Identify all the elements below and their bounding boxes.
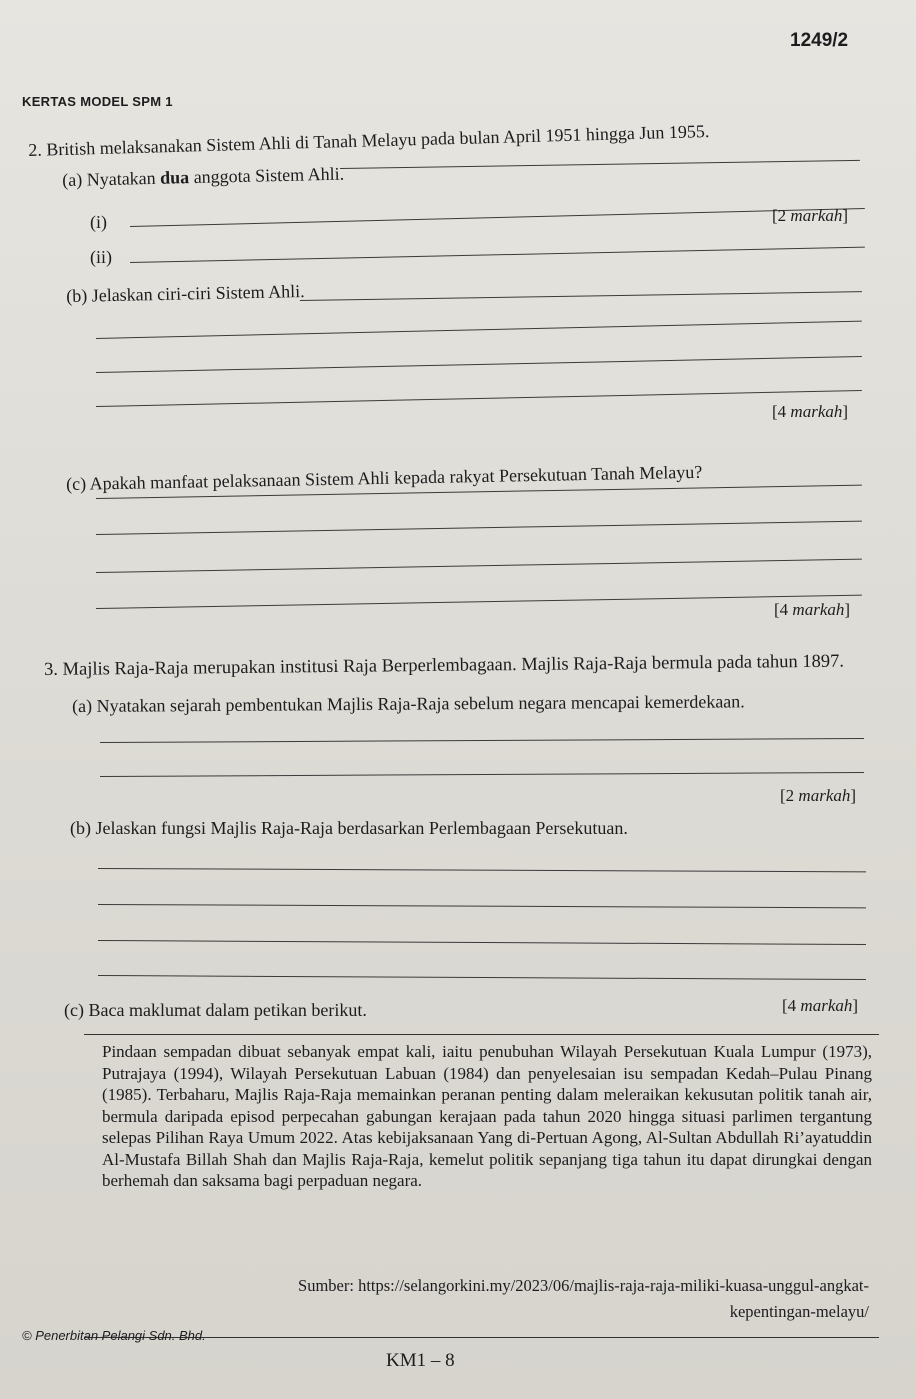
q3-stem-row [44,652,844,681]
q2c-answer-line-3[interactable] [96,559,862,573]
q2a-i-answer-line[interactable] [130,208,865,227]
q2c-label: (c) [66,473,87,494]
q3a-row [72,691,745,717]
publisher-credit: © Penerbitan Pelangi Sdn. Bhd. [22,1328,206,1343]
q2c-text: Apakah manfaat pelaksanaan Sistem Ahli kepada rakyat Persekutuan Tanah Melayu? [89,461,703,494]
q3b-answer-line-1[interactable] [98,868,866,872]
q3a-label: (a) [72,695,93,716]
q3b-label: (b) [70,818,91,838]
q3a-answer-line-2[interactable] [100,772,864,777]
q3c-label: (c) [64,1000,84,1020]
q2b-answer-line-4[interactable] [96,390,862,407]
q3a-text: Nyatakan sejarah pembentukan Majlis Raja-Raja sebelum negara mencapai kemerdekaan. [96,691,745,716]
q2b-marks: [4 markah] [772,402,849,421]
passage-source: Sumber: https://selangorkini.my/2023/06/majlis-raja-raja-miliki-kuasa-unggul-angkat-kepentingan-melayu/ [298,1276,869,1321]
q2a-text: Nyatakan dua anggota Sistem Ahli. [86,163,345,190]
passage-box [84,1034,879,1338]
q3b-answer-line-4[interactable] [98,975,866,980]
q2a-bold-word: dua [159,167,190,188]
q2c-answer-line-2[interactable] [96,521,862,535]
q2b-answer-line-3[interactable] [96,356,862,373]
q3b-answer-line-3[interactable] [98,940,866,945]
q2a-stem-line [340,160,860,169]
page-code: KM1 – 8 [386,1350,455,1371]
q3b-answer-line-2[interactable] [98,904,866,908]
q3-stem: Majlis Raja-Raja merupakan institusi Raja Berperlembagaan. Majlis Raja-Raja bermula pada tahun 1897. [62,651,845,680]
q2a-i-label: (i) [90,212,107,232]
q2b-label: (b) [66,285,88,306]
q3c-row [64,1000,367,1021]
q2b-answer-line-2[interactable] [96,321,862,339]
q3a-answer-line-1[interactable] [100,738,864,743]
q2-number: 2. [28,139,43,160]
q2a-ii-answer-line[interactable] [130,247,865,263]
q3-number: 3. [44,659,59,680]
q2-stem-row [28,121,710,161]
q2-stem: British melaksanakan Sistem Ahli di Tanah Melayu pada bulan April 1951 hingga Jun 1955. [45,120,710,160]
q2a-marks: [2 markah] [772,206,849,225]
q2b-answer-line-1[interactable] [300,291,862,301]
q2b-row [66,281,305,307]
q2a-ii-label: (ii) [90,247,112,267]
paper-code: 1249/2 [790,30,849,51]
passage-text: Pindaan sempadan dibuat sebanyak empat kali, iaitu penubuhan Wilayah Persekutuan Kuala Lumpur (1973), Putrajaya (1994), Wilayah Persekutuan Labuan (1984) dan penyelesaian isu sempadan Kedah–Pulau Pinang (1985). Terbaharu, Majlis Raja-Raja memainkan peranan penting dalam meleraikan kekusutan politik tanah air, bermula daripada episod perpecahan gabungan kerajaan pada tahun 2020 hingga situasi parlimen tergantung selepas Pilihan Raya Umum 2022. Atas kebijaksanaan Yang di-Pertuan Agong, Al-Sultan Abdullah Ri’ayatuddin Al-Mustafa Billah Shah dan Majlis Raja-Raja, kemelut politik sepanjang tiga tahun itu dapat dirungkai dengan berhemah dan saksama bagi perpaduan negara. [102,1042,872,1190]
q2a-row [62,164,344,191]
paper-tag: KERTAS MODEL SPM 1 [22,94,173,109]
q2c-marks: [4 markah] [774,600,851,619]
q2c-answer-line-4[interactable] [96,595,862,609]
q3c-text: Baca maklumat dalam petikan berikut. [88,1000,367,1020]
q3b-marks: [4 markah] [782,996,859,1015]
q2a-label: (a) [62,169,83,190]
q3b-row [70,818,628,839]
q3b-text: Jelaskan fungsi Majlis Raja-Raja berdasarkan Perlembagaan Persekutuan. [95,818,628,838]
q3a-marks: [2 markah] [780,786,857,805]
q2b-text: Jelaskan ciri-ciri Sistem Ahli. [91,281,305,306]
